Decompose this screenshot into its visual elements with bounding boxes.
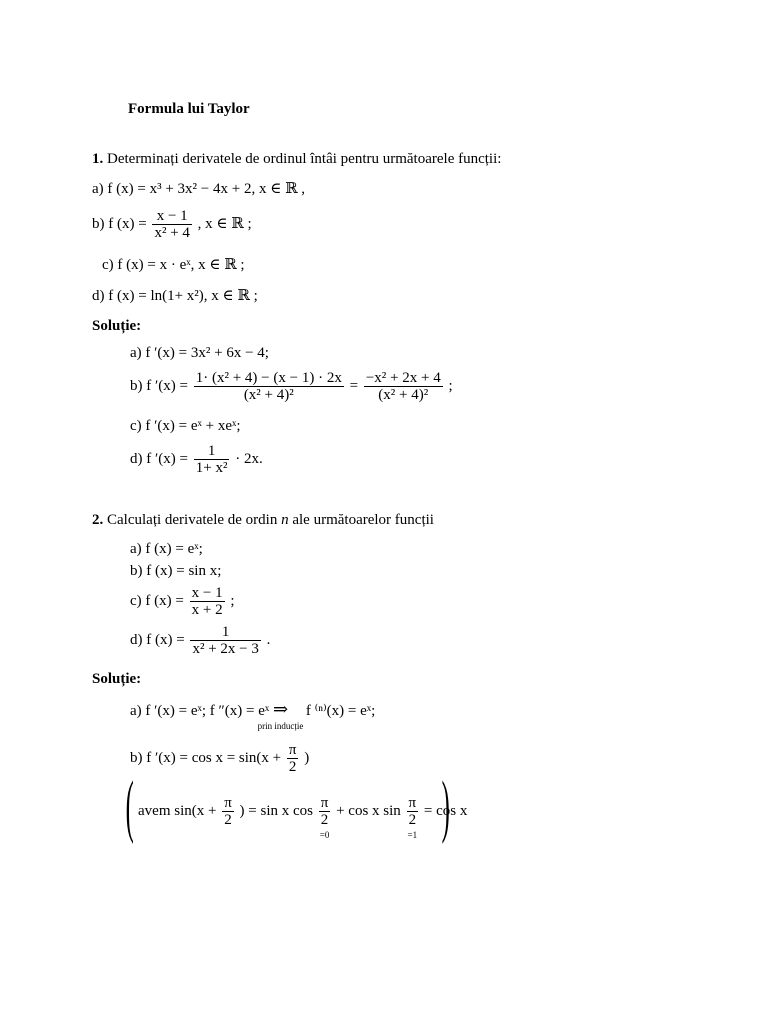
exercise-2-c-fraction [190,585,225,618]
exercise-2-text-after: ale următoarelor funcții [292,512,434,528]
solution-2-remark-fraction-2 [319,795,331,828]
exercise-1-b-numerator: x − 1 [152,208,191,225]
exercise-2-c [130,585,235,618]
exercise-2-b: b) f (x) = sin x; [130,563,222,579]
solution-1-b [130,370,453,403]
exercise-1-text: Determinați derivatele de ordinul întâi pentru următoarele funcții: [107,151,502,167]
exercise-2-c-denominator: x + 2 [191,602,223,618]
solution-1-b-numerator-2: −x² + 2x + 4 [365,370,441,386]
solution-1-b-fraction-2 [364,370,443,403]
solution-1-b-denominator-2: (x² + 4)² [378,387,429,403]
exercise-2-number: 2. [92,512,104,528]
solution-2-a-induction-label: prin inducție [257,721,304,731]
exercise-2-c-numerator: x − 1 [191,585,223,601]
exercise-1-b-suffix: , x ∈ ℝ ; [197,215,252,232]
exercise-1-number: 1. [92,151,104,167]
solution-1-d-prefix: d) f ′(x) = [130,450,188,467]
solution-2-b-suffix: ) [304,749,310,766]
solution-1-d-suffix: · 2x. [235,450,263,467]
solution-1-d-fraction [194,443,230,476]
solution-2-b [130,742,309,775]
solution-2-remark-fraction-3 [407,795,419,828]
solution-1-a: a) f ′(x) = 3x² + 6x − 4; [130,345,269,361]
solution-2-remark-denominator-1: 2 [224,812,232,828]
solution-1-d-denominator: 1+ x² [195,460,228,476]
solution-2-remark [138,795,468,840]
left-paren-icon: ( [125,768,134,845]
exercise-2-c-prefix: c) f (x) = [130,592,184,609]
exercise-1-b-prefix: b) f (x) = [92,215,147,232]
solution-2-remark-denominator-2: 2 [320,812,329,828]
solution-2-b-prefix: b) f ′(x) = cos x = sin(x + [130,749,282,766]
exercise-1-d: d) f (x) = ln(1+ x²), x ∈ ℝ ; [92,288,258,304]
solution-2-remark-fraction-1 [222,795,234,828]
exercise-2-d-numerator: 1 [190,624,260,641]
solution-2-remark-mid-1: ) = sin x cos [239,802,313,819]
solution-2-remark-label-one: =1 [407,830,418,840]
exercise-1-statement [92,151,501,168]
exercise-2-c-suffix: ; [230,592,235,609]
solution-1-b-equals: = [349,377,359,394]
exercise-1-b [92,208,252,241]
exercise-1-c: c) f (x) = x · eˣ, x ∈ ℝ ; [102,257,245,273]
solution-1-d [130,443,263,476]
solution-2-a-right: f ⁽ⁿ⁾(x) = eˣ; [305,703,376,719]
solution-2-remark-under-1 [317,795,333,840]
exercise-1-a: a) f (x) = x³ + 3x² − 4x + 2, x ∈ ℝ , [92,181,306,197]
solution-1-b-fraction-1 [194,370,344,403]
solution-1-label: Soluție: [92,318,142,334]
exercise-2-d-suffix: . [266,631,271,648]
solution-1-b-prefix: b) f ′(x) = [130,377,188,394]
solution-2-remark-under-2 [405,795,421,840]
solution-2-label: Soluție: [92,671,142,687]
solution-2-remark-numerator-2: π [320,795,329,811]
implies-arrow-icon: ⇒ [272,699,289,719]
exercise-2-n: n [281,512,289,528]
solution-1-b-numerator-1: 1· (x² + 4) − (x − 1) · 2x [195,370,342,386]
solution-2-b-numerator: π [288,742,297,758]
solution-2-a-left: a) f ′(x) = eˣ; f ″(x) = eˣ [130,703,270,719]
solution-2-remark-mid-2: + cos x sin [336,802,401,819]
solution-1-b-suffix: ; [448,377,453,394]
page-title: Formula lui Taylor [128,101,250,117]
solution-2-remark-end: = cos x [423,802,468,819]
exercise-1-b-denominator: x² + 4 [154,225,190,241]
exercise-2-a: a) f (x) = eˣ; [130,541,203,557]
exercise-2-d-prefix: d) f (x) = [130,631,185,648]
solution-2-remark-numerator-1: π [224,795,232,811]
solution-2-remark-denominator-3: 2 [408,812,417,828]
solution-2-a [130,699,376,731]
solution-1-d-numerator: 1 [194,443,230,460]
exercise-1-b-fraction [152,208,191,241]
exercise-2-d-fraction [190,624,260,657]
exercise-2-d [130,624,270,657]
solution-2-remark-label-zero: =0 [319,830,330,840]
solution-1-b-denominator-1: (x² + 4)² [243,387,294,403]
exercise-2-statement [92,512,434,529]
solution-2-a-implication [257,699,304,731]
exercise-2-d-denominator: x² + 2x − 3 [192,641,259,657]
solution-2-b-fraction [287,742,299,775]
right-paren-icon: ) [441,768,450,845]
solution-2-remark-avem: avem sin(x + [138,802,217,819]
solution-1-c: c) f ′(x) = eˣ + xeˣ; [130,418,241,434]
solution-2-remark-numerator-3: π [408,795,417,811]
solution-2-b-denominator: 2 [288,759,297,775]
exercise-2-text-before: Calculați derivatele de ordin [107,512,278,528]
